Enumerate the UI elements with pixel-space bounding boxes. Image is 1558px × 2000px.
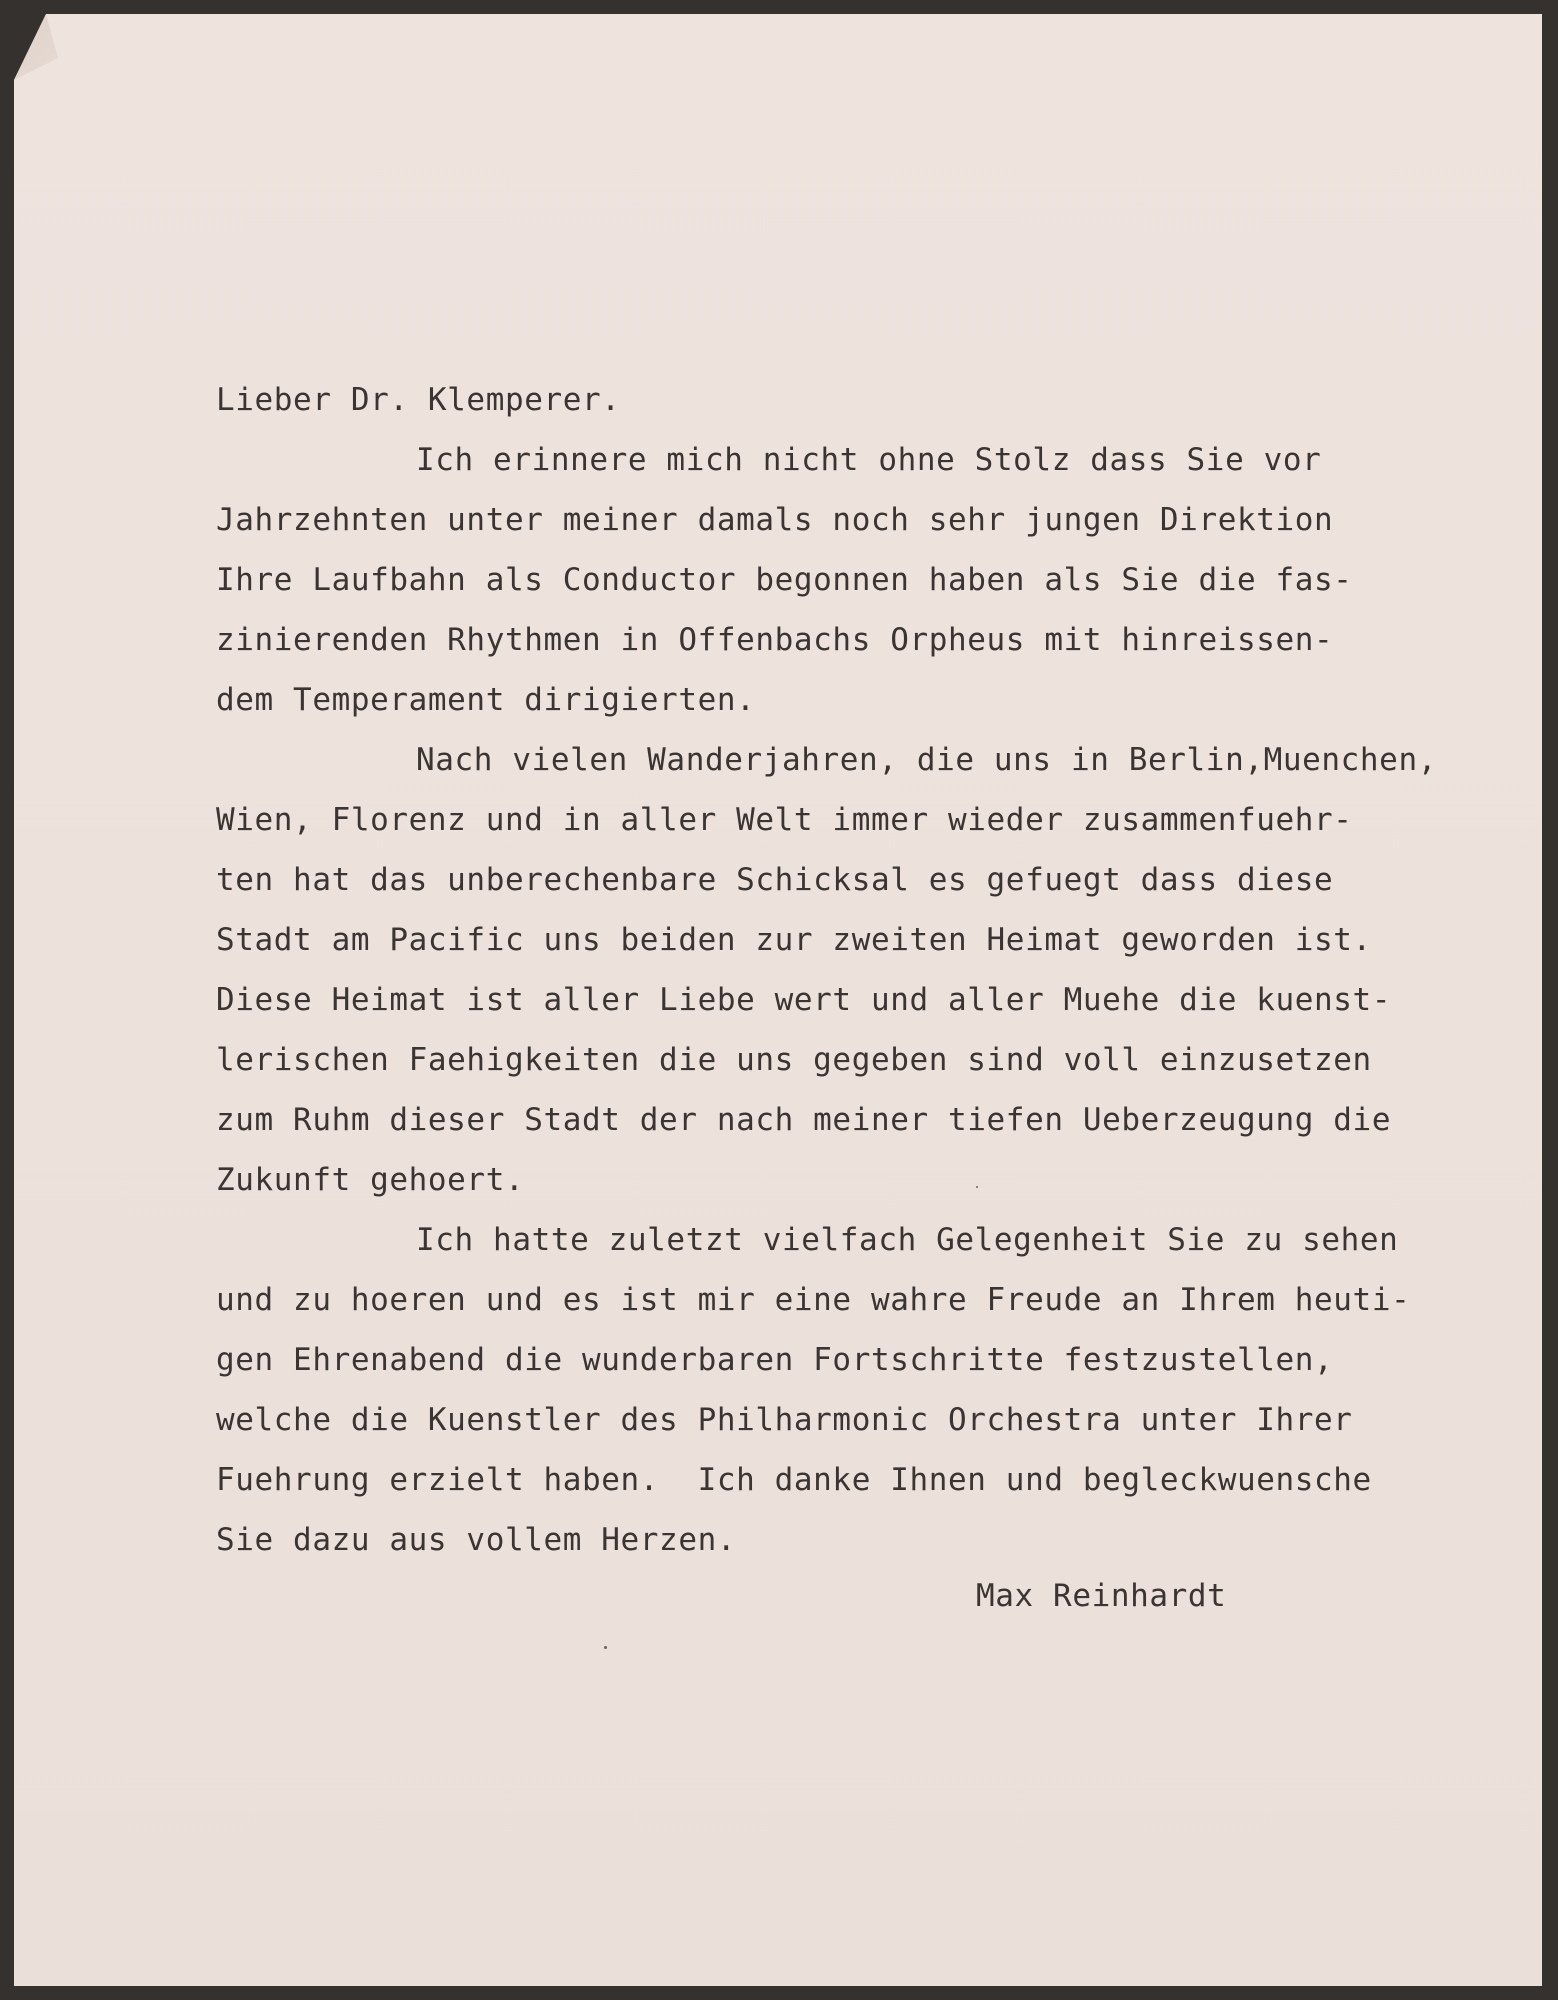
text-line: Diese Heimat ist aller Liebe wert und aller Muehe die kuenst- xyxy=(216,982,1392,1018)
text-line: welche die Kuenstler des Philharmonic Orchestra unter Ihrer xyxy=(216,1402,1353,1438)
text-line: ten hat das unberechenbare Schicksal es gefuegt dass diese xyxy=(216,862,1334,898)
paper-speck xyxy=(604,1646,607,1649)
paragraph-3 xyxy=(216,1210,1516,1570)
text-line: gen Ehrenabend die wunderbaren Fortschritte festzustellen, xyxy=(216,1342,1334,1378)
text-line: und zu hoeren und es ist mir eine wahre Freude an Ihrem heuti- xyxy=(216,1282,1411,1318)
paragraph-2 xyxy=(216,730,1516,1210)
letter-body xyxy=(216,370,1516,1570)
text-line: Ihre Laufbahn als Conductor begonnen haben als Sie die fas- xyxy=(216,562,1353,598)
text-line: Jahrzehnten unter meiner damals noch sehr jungen Direktion xyxy=(216,502,1334,538)
text-line: Ich hatte zuletzt vielfach Gelegenheit Sie zu sehen xyxy=(416,1222,1399,1258)
text-line: zum Ruhm dieser Stadt der nach meiner tiefen Ueberzeugung die xyxy=(216,1102,1392,1138)
text-line: Wien, Florenz und in aller Welt immer wieder zusammenfuehr- xyxy=(216,802,1353,838)
paper-speck xyxy=(976,1186,978,1188)
text-line: Stadt am Pacific uns beiden zur zweiten Heimat geworden ist. xyxy=(216,922,1372,958)
text-line: Sie dazu aus vollem Herzen. xyxy=(216,1522,737,1558)
text-line: Zukunft gehoert. xyxy=(216,1162,525,1198)
text-line: Ich erinnere mich nicht ohne Stolz dass Sie vor xyxy=(416,442,1322,478)
text-line: Nach vielen Wanderjahren, die uns in Berlin,Muenchen, xyxy=(416,742,1437,778)
text-line: zinierenden Rhythmen in Offenbachs Orpheus mit hinreissen- xyxy=(216,622,1334,658)
salutation: Lieber Dr. Klemperer. xyxy=(216,382,621,418)
text-line: dem Temperament dirigierten. xyxy=(216,682,756,718)
signature: Max Reinhardt xyxy=(976,1578,1227,1614)
paragraph-1 xyxy=(216,430,1516,730)
text-line: Fuehrung erzielt haben. Ich danke Ihnen und begleckwuensche xyxy=(216,1462,1372,1498)
text-line: lerischen Faehigkeiten die uns gegeben sind voll einzusetzen xyxy=(216,1042,1372,1078)
